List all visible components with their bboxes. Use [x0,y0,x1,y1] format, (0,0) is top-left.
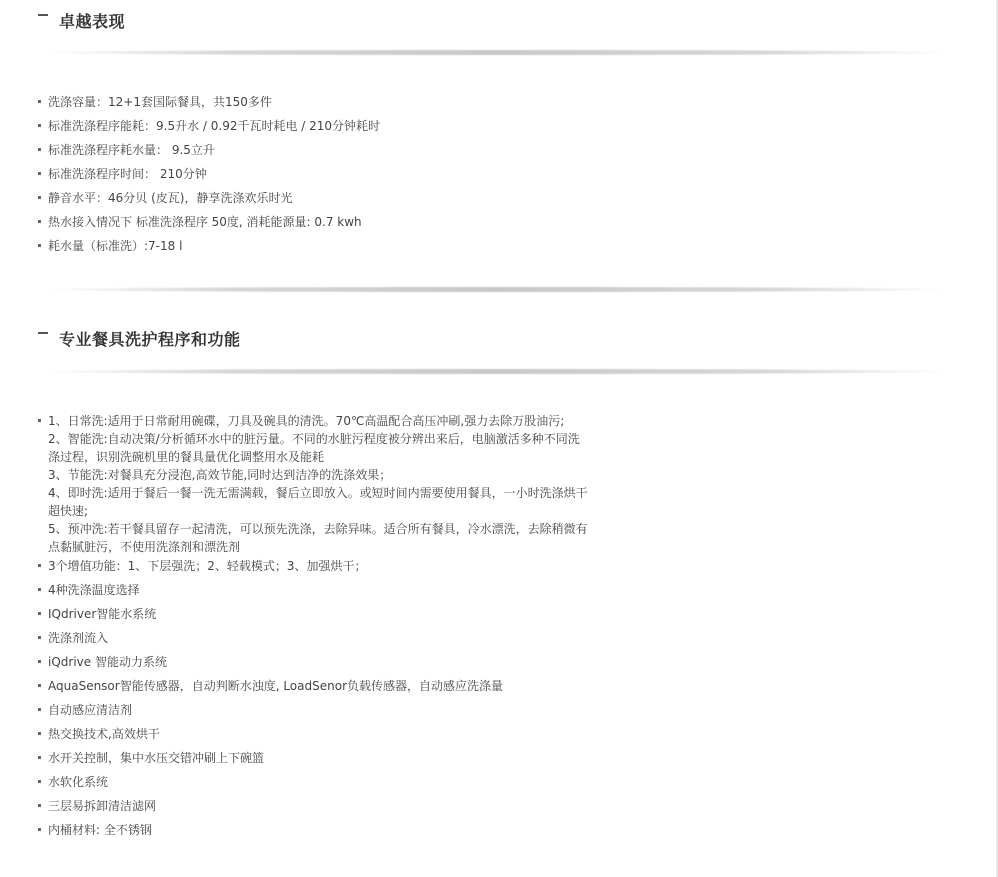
program-line: 1、日常洗:适用于日常耐用碗碟，刀具及碗具的清洗。70℃高温配合高压冲刷,强力去除万股油污; [48,414,565,428]
list-item: 静音水平：46分贝 (皮瓦)，静享洗涤欢乐时光 [38,189,380,207]
section-title-programs [38,326,241,350]
list-item: 洗涤容量：12+1套国际餐具，共150多件 [38,93,380,111]
list-item: 标准洗涤程序耗水量： 9.5立升 [38,141,380,159]
list-item: 水软化系统 [38,773,588,791]
performance-list [38,93,380,261]
section-heading: 专业餐具洗护程序和功能 [59,329,241,349]
program-line: 超快速; [48,504,89,518]
section-title-performance [38,8,125,32]
title-dash-icon [38,332,48,334]
list-item: IQdriver智能水系统 [38,605,588,623]
list-item: 水开关控制，集中水压交错冲刷上下碗篮 [38,749,588,767]
list-item: 耗水量（标准洗）:7-18 l [38,237,380,255]
list-item: 3个增值功能：1、下层强洗；2、轻载模式；3、加强烘干； [38,557,588,575]
list-item: 自动感应清洁剂 [38,701,588,719]
list-item: 标准洗涤程序能耗：9.5升水 / 0.92千瓦时耗电 / 210分钟耗时 [38,117,380,135]
list-item: iQdrive 智能动力系统 [38,653,588,671]
list-item: 4种洗涤温度选择 [38,581,588,599]
list-item: 热交换技术,高效烘干 [38,725,588,743]
list-item: 洗涤剂流入 [38,629,588,647]
section-divider [38,369,956,374]
section-divider [38,287,956,292]
program-list-item [38,412,588,556]
list-item: 三层易拆卸清洁滤网 [38,797,588,815]
section-heading: 卓越表现 [59,11,126,31]
programs-list [38,412,588,845]
program-line: 涤过程，识别洗碗机里的餐具量优化调整用水及能耗 [48,450,325,464]
list-item: 热水接入情况下 标准洗涤程序 50度, 消耗能源量: 0.7 kwh [38,213,380,231]
list-item: 内桶材料: 全不锈钢 [38,821,588,839]
section-divider [38,50,956,55]
program-line: 3、节能洗:对餐具充分浸泡,高效节能,同时达到洁净的洗涤效果； [48,468,392,482]
program-line: 2、智能洗:自动决策/分析循环水中的脏污量。不同的水脏污程度被分辨出来后，电脑激活多种不同洗 [48,432,580,446]
list-item: 标准洗涤程序时间： 210分钟 [38,165,380,183]
program-line: 5、预冲洗:若干餐具留存一起清洗，可以预先洗涤，去除异味。适合所有餐具，冷水漂洗，去除稍微有 [48,522,588,536]
program-line: 点黏腻脏污，不使用洗涤剂和漂洗剂 [48,540,241,554]
list-item: AquaSensor智能传感器，自动判断水浊度, LoadSenor负载传感器，自动感应洗涤量 [38,677,588,695]
program-line: 4、即时洗:适用于餐后一餐一洗无需满载，餐后立即放入。或短时间内需要使用餐具，一小时洗涤烘干 [48,486,588,500]
title-dash-icon [38,14,48,16]
